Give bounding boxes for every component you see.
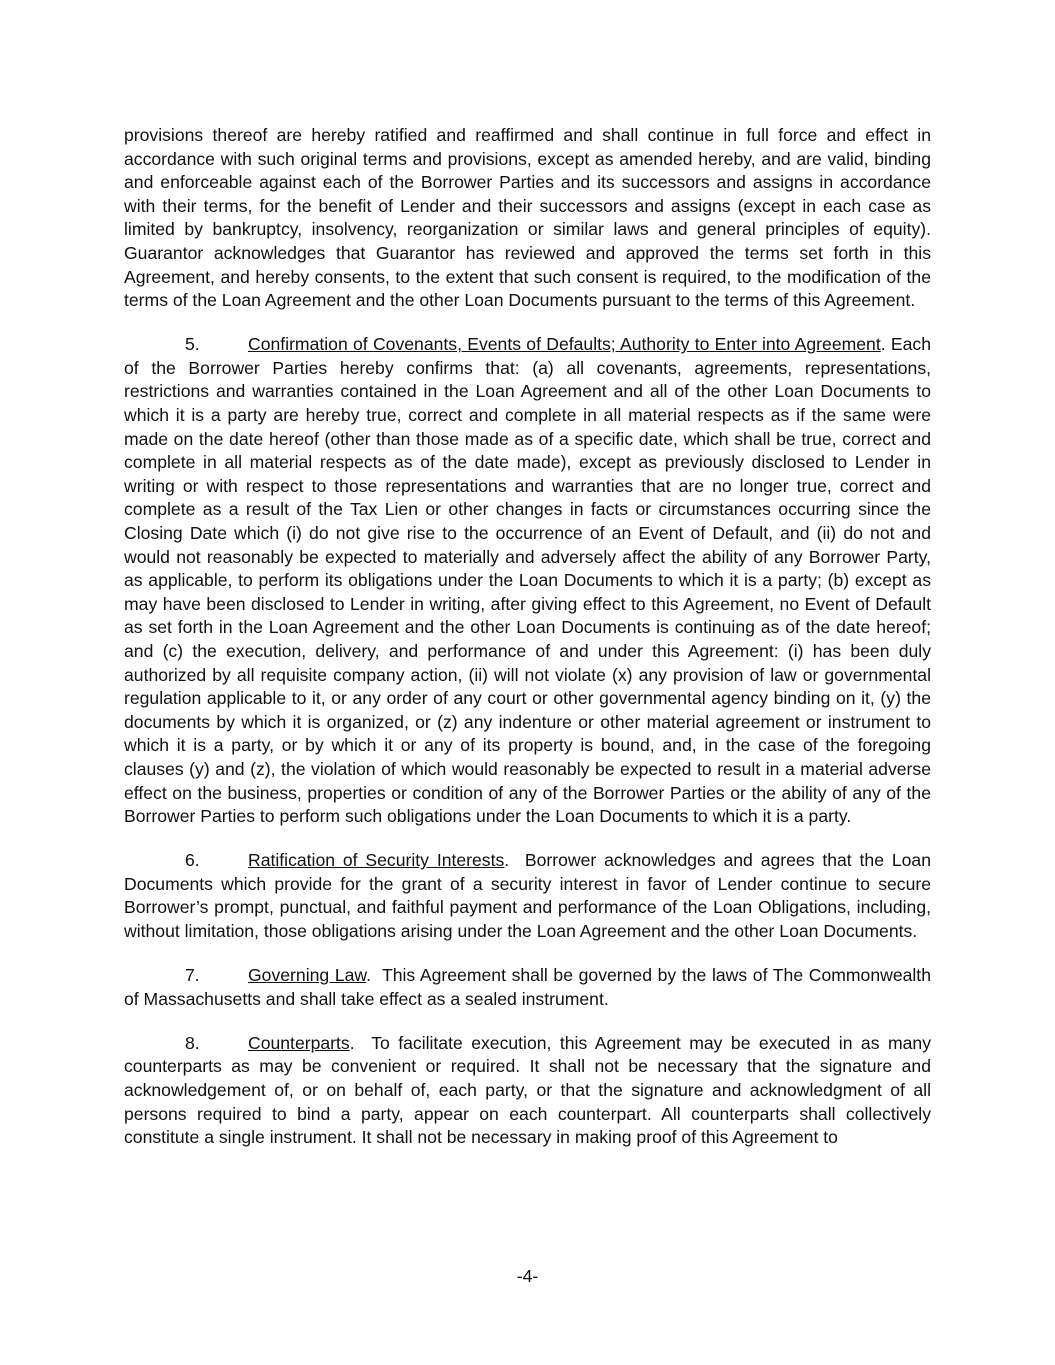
section-5-confirmation bbox=[124, 333, 931, 828]
document-page bbox=[124, 124, 931, 1170]
section-heading: Confirmation of Covenants, Events of Defaults; Authority to Enter into Agreement bbox=[248, 334, 881, 355]
section-body: To facilitate execution, this Agreement may be executed in as many counterparts as may be convenient or required. It shall not be necessary that the signature and acknowledgement of, or on behalf of, each party, or that the signature and acknowledgment of all persons required to bind a party, appear on each counterpart. All counterparts shall collectively constitute a single instrument. It shall not be necessary in making proof of this Agreement to bbox=[124, 1032, 931, 1148]
heading-punctuation: . bbox=[504, 850, 525, 871]
section-number: 5. bbox=[185, 334, 200, 355]
section-heading: Governing Law bbox=[248, 965, 367, 986]
section-number: 7. bbox=[185, 965, 200, 986]
heading-punctuation: . bbox=[349, 1032, 372, 1053]
section-number: 8. bbox=[185, 1032, 200, 1053]
section-body: Borrower acknowledges and agrees that the Loan Documents which provide for the grant of a security interest in favor of Lender continue to secure Borrower’s prompt, punctual, and faithful payment and performance of the Loan Obligations, including, without limitation, those obligations arising under the Loan Agreement and the other Loan Documents. bbox=[124, 850, 931, 941]
section-8-counterparts bbox=[124, 1032, 931, 1150]
heading-punctuation: . bbox=[880, 334, 886, 355]
section-heading: Counterparts bbox=[248, 1032, 350, 1053]
section-number: 6. bbox=[185, 850, 200, 871]
section-body: This Agreement shall be governed by the laws of The Commonwealth of Massachusetts and shall take effect as a sealed instrument. bbox=[124, 965, 931, 1009]
section-7-governing-law bbox=[124, 964, 931, 1011]
section-body: Each of the Borrower Parties hereby confirms that: (a) all covenants, agreements, representations, restrictions and warranties contained in the Loan Agreement and all of the other Loan Documents to which it is a party are hereby true, correct and complete in all material respects as if the same were made on the date hereof (other than those made as of a specific date, which shall be true, correct and complete in all material respects as of the date made), except as previously disclosed to Lender in writing or with respect to those representations and warranties that are no longer true, correct and complete as a result of the Tax Lien or other changes in facts or circumstances occurring since the Closing Date which (i) do not give rise to the occurrence of an Event of Default, and (ii) do not and would not reasonably be expected to materially and adversely affect the ability of any Borrower Party, as applicable, to perform its obligations under the Loan Documents to which it is a party; (b) except as may have been disclosed to Lender in writing, after giving effect to this Agreement, no Event of Default as set forth in the Loan Agreement and the other Loan Documents is continuing as of the date hereof; and (c) the execution, delivery, and performance of and under this Agreement: (i) has been duly authorized by all requisite company action, (ii) will not violate (x) any provision of law or governmental regulation applicable to it, or any order of any court or other governmental agency binding on it, (y) the documents by which it is organized, or (z) any indenture or other material agreement or instrument to which it is a party, or by which it or any of its property is bound, and, in the case of the foregoing clauses (y) and (z), the violation of which would reasonably be expected to result in a material adverse effect on the business, properties or condition of any of the Borrower Parties or the ability of any of the Borrower Parties to perform such obligations under the Loan Documents to which it is a party. bbox=[124, 334, 931, 827]
heading-punctuation: . bbox=[366, 965, 382, 986]
section-heading: Ratification of Security Interests bbox=[248, 850, 505, 871]
paragraph-text: provisions thereof are hereby ratified and reaffirmed and shall continue in full force and effect in accordance with such original terms and provisions, except as amended hereby, and are valid, binding and enforceable against each of the Borrower Parties and its successors and assigns in accordance with their terms, for the benefit of Lender and their successors and assigns (except in each case as limited by bankruptcy, insolvency, reorganization or similar laws and general principles of equity). Guarantor acknowledges that Guarantor has reviewed and approved the terms set forth in this Agreement, and hereby consents, to the extent that such consent is required, to the modification of the terms of the Loan Agreement and the other Loan Documents pursuant to the terms of this Agreement. bbox=[124, 125, 931, 311]
section-6-ratification bbox=[124, 849, 931, 943]
page-number: -4- bbox=[516, 1266, 539, 1286]
paragraph-4-continued bbox=[124, 124, 931, 313]
